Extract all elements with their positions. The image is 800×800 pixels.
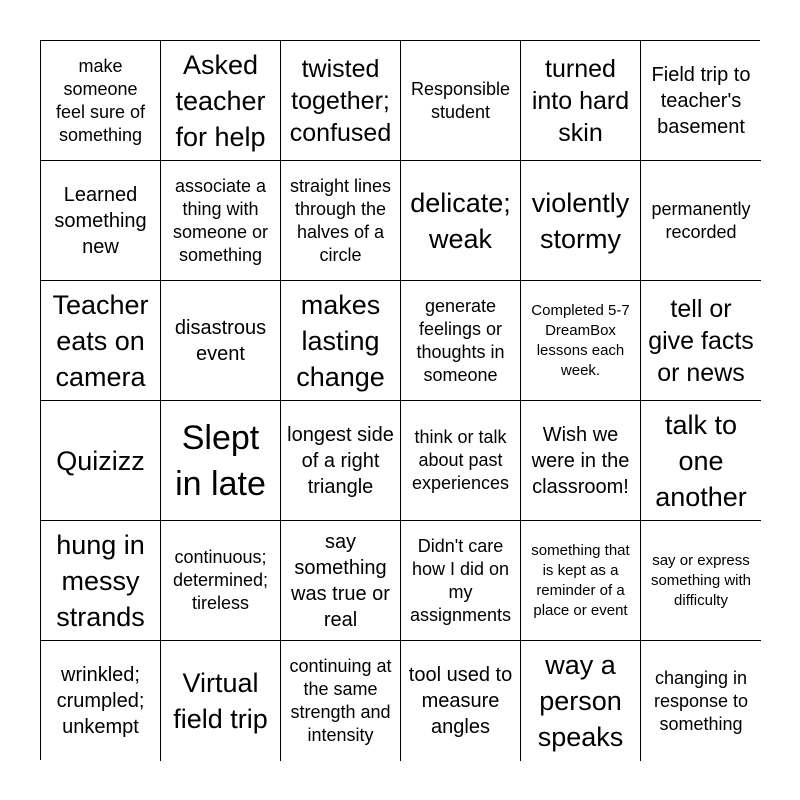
cell-text: say or express something with difficulty [650,551,752,609]
bingo-cell[interactable] [281,281,401,401]
cell-text: Wish we were in the classroom! [531,423,630,498]
bingo-cell[interactable] [41,281,161,401]
cell-text: longest side of a right triangle [287,423,394,498]
bingo-cell[interactable] [401,281,521,401]
bingo-cell[interactable] [281,161,401,281]
cell-text: changing in response to something [653,667,749,734]
bingo-cell[interactable] [641,401,761,521]
bingo-cell[interactable] [41,161,161,281]
bingo-cell[interactable] [521,641,641,761]
bingo-cell[interactable] [41,41,161,161]
bingo-cell[interactable] [281,641,401,761]
bingo-cell[interactable] [41,401,161,521]
cell-text: Learned something new [54,183,147,258]
bingo-cell[interactable] [161,641,281,761]
cell-text: associate a thing with someone or something [172,175,269,265]
cell-text: something that is kept as a reminder of a place or event [531,541,630,619]
bingo-cell[interactable] [521,161,641,281]
bingo-cell[interactable] [161,41,281,161]
bingo-cell[interactable] [161,281,281,401]
cell-text: Slept in late [175,418,266,503]
bingo-cell[interactable] [401,41,521,161]
bingo-cell[interactable] [641,161,761,281]
bingo-cell[interactable] [521,281,641,401]
bingo-cell[interactable] [521,401,641,521]
bingo-cell[interactable] [161,161,281,281]
cell-text: violently stormy [531,187,630,254]
bingo-cell[interactable] [401,401,521,521]
bingo-board [40,40,760,760]
bingo-cell[interactable] [281,401,401,521]
cell-text: generate feelings or thoughts in someone [416,295,505,385]
cell-text: makes lasting change [296,289,385,392]
cell-text: Teacher eats on camera [52,289,149,392]
bingo-cell[interactable] [641,641,761,761]
cell-text: say something was true or real [291,530,390,631]
cell-text: tool used to measure angles [408,664,513,738]
bingo-cell[interactable] [161,401,281,521]
bingo-cell[interactable] [281,521,401,641]
bingo-cell[interactable] [41,641,161,761]
cell-text: Didn't care how I did on my assignments [409,535,512,625]
cell-text: wrinkled; crumpled; unkempt [56,664,145,738]
cell-text: permanently recorded [651,198,751,242]
bingo-cell[interactable] [401,161,521,281]
cell-text: way a person speaks [537,650,624,752]
cell-text: delicate; weak [410,187,511,254]
bingo-cell[interactable] [641,41,761,161]
cell-text: think or talk about past experiences [411,427,510,493]
cell-text: disastrous event [174,316,267,365]
cell-text: straight lines through the halves of a circle [289,175,392,265]
cell-text: Field trip to teacher's basement [651,63,751,138]
cell-text: Quizizz [56,445,145,476]
bingo-cell[interactable] [521,41,641,161]
cell-text: turned into hard skin [531,54,630,147]
cell-text: Virtual field trip [173,668,268,734]
cell-text: continuous; determined; tireless [172,547,269,613]
bingo-cell[interactable] [281,41,401,161]
bingo-cell[interactable] [161,521,281,641]
bingo-cell[interactable] [401,521,521,641]
bingo-cell[interactable] [401,641,521,761]
cell-text: continuing at the same strength and intensity [289,656,392,745]
cell-text: hung in messy strands [56,529,145,632]
bingo-cell[interactable] [521,521,641,641]
cell-text: make someone feel sure of something [55,55,146,145]
cell-text: Asked teacher for help [175,49,266,152]
cell-text: talk to one another [655,409,747,512]
bingo-cell[interactable] [641,281,761,401]
cell-text: tell or give facts or news [648,294,754,387]
cell-text: twisted together; confused [289,54,392,147]
bingo-cell[interactable] [641,521,761,641]
cell-text: Completed 5-7 DreamBox lessons each week. [531,301,630,379]
bingo-cell[interactable] [41,521,161,641]
cell-text: Responsible student [410,78,511,122]
